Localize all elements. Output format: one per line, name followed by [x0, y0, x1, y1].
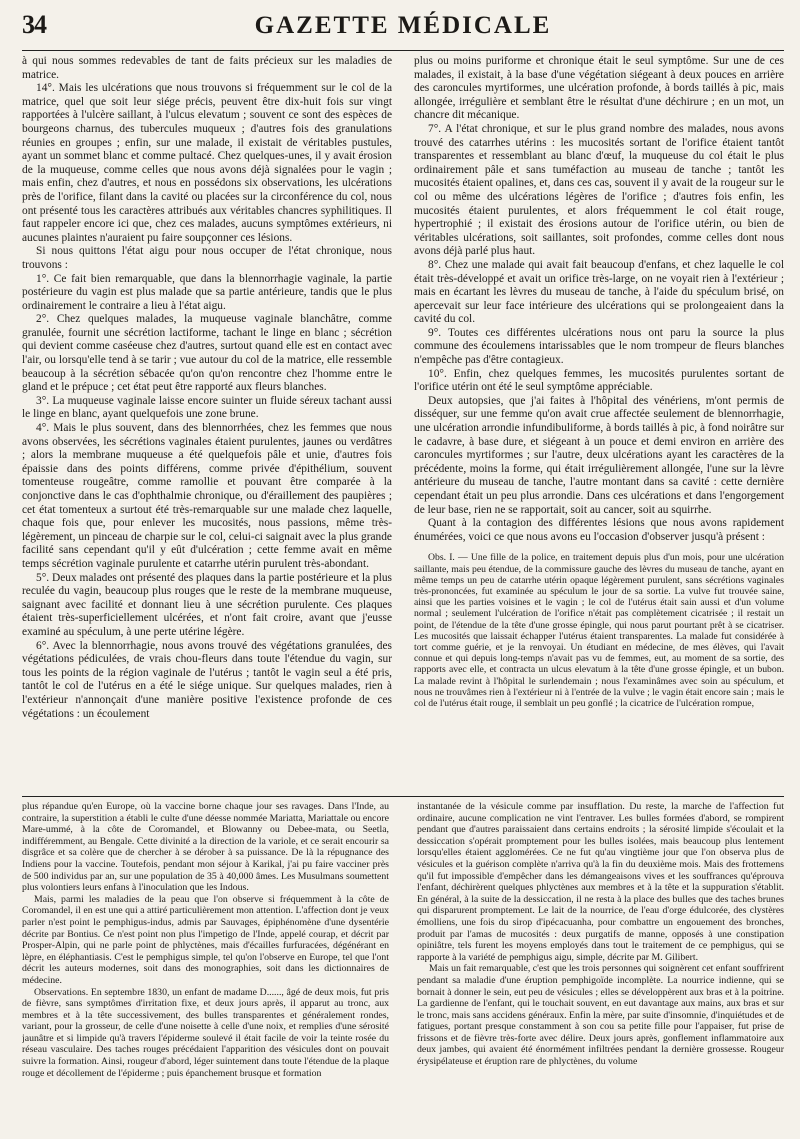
section-divider	[22, 796, 784, 797]
right-column	[414, 55, 784, 790]
upper-section	[22, 55, 784, 790]
paragraph: 2°. Chez quelques malades, la muqueuse vaginale blanchâtre, comme granulée, fournit une sécrétion lactiforme, tachant le linge en blanc ; sécrétion qui devient comme caséeuse chez d'autres, surtout quand elle est en contact avec l'air, ou lorsqu'elle tend à se tarir ; vue autour du col de la matrice, elle ressemble beaucoup à la sécrétion sébacée qu'on qu'on rencontre chez l'homme entre le gland et le prépuce ; cet état peut être rapporté aux fleurs blanches.	[22, 313, 392, 394]
lower-right-column	[417, 801, 784, 1119]
paragraph: 7°. A l'état chronique, et sur le plus grand nombre des malades, nous avons trouvé des catarrhes utérins : les mucosités sortant de l'orifice étaient tantôt transparentes et ressemblant au blanc d'œuf, la muqueuse du col était le plus ordinairement pâle et sans tuméfaction au museau de tanche ; tantôt les mucosités étaient opalines, et, dans ces cas, souvent il y avait de la rougeur sur le col ou même des ulcérations légères de l'orifice ; d'autres fois enfin, les mucosités étaient purulentes, et alors fréquemment le col était rouge, hypertrophié ; il existait des érosions autour de l'orifice utérin, ou bien de véritables ulcérations, soit saillantes, soit profondes, comme celles dont nous avons déjà parlé plus haut.	[414, 122, 784, 258]
page-header	[22, 8, 784, 51]
paragraph: 5°. Deux malades ont présenté des plaques dans la partie postérieure et la plus reculée du vagin, beaucoup plus rouges que le reste de la membrane muqueuse, saignant avec facilité et donnant lieu à une sécrétion purulente. Ces plaques étaient très-superficiellement ulcérées, et n'ont fait croire, avant que j'eusse examiné au spéculum, à une perte utérine légère.	[22, 571, 392, 638]
paragraph: 8°. Chez une malade qui avait fait beaucoup d'enfans, et chez laquelle le col était très-développé et avait un orifice très-large, on ne voyait rien à l'extérieur ; mais en écartant les lèvres du museau de tanche, à l'aide du spéculum brisé, on apercevait sur leur face intérieure des ulcérations qui se prolongeaient dans la cavité du col.	[414, 258, 784, 326]
paragraph: Mais un fait remarquable, c'est que les trois personnes qui soignèrent cet enfant souffrirent pendant sa maladie d'une éruption pemphigoïde incomplète. La nourrice indienne, qui se bornait à donner le sein, eut peu de vésicules ; elles se développèrent aux bras et à la poitrine. La gardienne de l'enfant, qui le touchait souvent, en eut davantage aux mains, aux bras et sur le tronc, mais sans accidens généraux. Enfin la mère, par suite d'insomnie, d'inquiétudes et de fatigues, portant presque constamment à son cou sa petite fille pour l'appaiser, fut prise de frissons et de fièvre très-forte avec délire. Deux jours après, gonflement inflammatoire aux deux jambes, qui avaient été énormément infiltrées pendant la dernière grossesse. Rougeur érysipélateuse et éruption rare de phlyctènes, du volume	[417, 963, 784, 1068]
paragraph: 4°. Mais le plus souvent, dans des blennorrhées, chez les femmes que nous avons observées, les sécrétions vaginales étaient purulentes, jaunes ou verdâtres ; alors la membrane muqueuse a été quelquefois pâle et unie, d'autres fois épaissie dans des points différens, comme privée d'épithélium, souvent tomenteuse rougeâtre, comme ramollie et pouvant être comparée à la conjonctive dans le cas d'ophthalmie chronique, ou d'éraillement des paupières ; cet état tomenteux a surtout été très-remarquable sur une malade chez laquelle, chaque fois que, pour enlever les mucosités, nous passions, même très-légèrement, un pinceau de charpie sur le col, celui-ci saignait avec la plus grande facilité sans cependant qu'il y eût d'ulcération ; cette femme avait en même temps sécrétion vaginale purulente et catarrhe utérin purulent très-abondant.	[22, 422, 392, 570]
paragraph: 1°. Ce fait bien remarquable, que dans la blennorrhagie vaginale, la partie postérieure du vagin est plus malade que sa partie antérieure, tandis que le plus ordinairement le contraire a lieu à l'état aigu.	[22, 272, 392, 312]
paragraph: Observations. En septembre 1830, un enfant de madame D......, âgé de deux mois, fut pris de fièvre, sans symptômes d'irritation fixe, et deux jours après, il apparut au tronc, aux membres et à la tête successivement, des bulles transparentes et généralement rondes, variant, pour la grosseur, de celle d'une noisette à celle d'une noix, et remplies d'une sérosité jaunâtre et si limpide qu'à travers l'épiderme soulevé il était facile de voir la teinte rosée du réseau vasculaire. Des taches rouges précédaient l'apparition des vésicules dont on pouvait suivre la formation. Ainsi, rougeur d'abord, léger suintement dans toute l'étendue de la plaque rouge et décollement de l'épiderme ; puis épanchement brusque et formation	[22, 986, 389, 1079]
paragraph: plus répandue qu'en Europe, où la vaccine borne chaque jour ses ravages. Dans l'Inde, au contraire, la superstition a établi le culte d'une déesse nommée Mariatta, Mariattale ou encore Mare-ummé, à la côte de Coromandel, et Blowanny ou Debee-mata, ou Seetla, indifféremment, au Bengale. Cette divinité a la direction de la variole, et ce serait encourir sa disgrâce et sa colère que de chercher à se dérober à sa puissance. De là la répugnance des Indiens pour la vaccine. Toutefois, pendant mon séjour à Karikal, j'ai pu faire vacciner près de 500 individus par an, sur une population de 35 à 40,000 âmes. Les Musulmans soumettent plus volontiers leurs enfans à l'inoculation que les Indous.	[22, 801, 389, 894]
lower-section	[22, 801, 784, 1119]
paragraph: Mais, parmi les maladies de la peau que l'on observe si fréquemment à la côte de Coromandel, il en est une qui a attiré particulièrement mon attention. L'affection dont je veux parler n'est point le pemphigus-indus, admis par Sauvages, épiphénomène d'une dysentérie décrite par Bontius. Ce n'est point non plus l'impetigo de l'Inde, appelé courap, et décrit par Prosper-Alpin, qui ne parle point de phlyctènes, mais d'écailles furfuracées, dégénérant en lèpre, en éléphantiasis. C'est le pemphigus simple, tel qu'on l'observe en Europe, tel que l'ont décrit les auteurs modernes, soit dans des monographies, soit dans les dictionnaires de médecine.	[22, 893, 389, 986]
lower-left-column	[22, 801, 389, 1119]
paragraph: plus ou moins puriforme et chronique était le seul symptôme. Sur une de ces malades, il existait, à la base d'une végétation siégeant à deux pouces en arrière des caroncules myrtiformes, une ulcération profonde, à bords taillés à pic, mais allongée, irrégulière et semblant être le résultat d'une déchirure ; en un mot, un chancre dit mécanique.	[414, 55, 784, 122]
paragraph: Quant à la contagion des différentes lésions que nous avons rapidement énumérées, voici ce que nous avons eu l'occasion d'observer jusqu'à présent :	[414, 517, 784, 543]
paragraph: 9°. Toutes ces différentes ulcérations nous ont paru la source la plus commune des écoulemens intarissables que le nom trompeur de fleurs blanches n'empêche pas d'être contagieux.	[414, 326, 784, 367]
paragraph: instantanée de la vésicule comme par insufflation. Du reste, la marche de l'affection fut ordinaire, aucune complication ne vint l'entraver. Les bulles formées d'abord, se rompirent pendant que d'autres paraissaient dans certains endroits ; la sérosité limpide s'écoulait et la dessiccation s'opérait promptement pour les bulles isolées, mais beaucoup plus lentement lorsqu'elles étaient agglomérées. Ce ne fut qu'au vingtième jour que l'on observa plus de vésicules et la guérison complète n'arriva qu'à la fin du deuxième mois. Mais des frottemens qu'il fut impossible d'empêcher dans les démangeaisons vives et les souffrances qu'éprouva l'enfant, déchirèrent quelques phlyctènes aux membres et à la tête et la suppuration s'établit. En général, à la suite de la dessiccation, il ne resta à la place des bulles que des taches brunes qui disparurent promptement. Le lait de la nourrice, de l'eau d'orge édulcorée, des clystères émolliens, une fois du sirop d'ipécacuanha, pour combattre un engouement des bronches, produit par l'amas de mucosités : deux purgatifs de manne, opposés à une constipation opiniâtre, tels furent les moyens employés dans tout le traitement de ce pemphigus, qui se rapporte à la variété de pemphigus aigu, simple, décrite par M. Gilibert.	[417, 801, 784, 963]
left-column	[22, 55, 392, 790]
paragraph: Si nous quittons l'état aigu pour nous occuper de l'état chronique, nous trouvons :	[22, 245, 392, 271]
paragraph: Deux autopsies, que j'ai faites à l'hôpital des vénériens, m'ont permis de disséquer, sur une femme qu'on avait crue affectée seulement de blennorrhagie, une ulcération arrondie infundibuliforme, à bords taillés à pic, à fond noirâtre sur le cadavre, à base dure, et siégeant à un pouce et demi environ en arrière des caroncules myrtiformes ; sur l'autre, deux ulcérations ayant les caractères de la précédente, moins la forme, qui était irrégulièrement allongée, l'une sur la lèvre antérieure du museau de tanche, l'autre montant dans sa cavité : cette dernière cependant était un peu plus arrondie. Dans ces ulcérations et dans l'engorgement de leur base, rien ne se rapportait, soit au cancer, soit au squirrhe.	[414, 394, 784, 516]
journal-title: GAZETTE MÉDICALE	[254, 12, 552, 39]
paragraph: 3°. La muqueuse vaginale laisse encore suinter un fluide séreux tachant aussi le linge en blanc, ayant quelquefois une zone brune.	[22, 394, 392, 421]
paragraph: 14°. Mais les ulcérations que nous trouvons si fréquemment sur le col de la matrice, quel que soit leur siége précis, peuvent être dix-huit fois sur vingt rapportées à l'ulcère saillant, à l'ulcus elevatum ; souvent ce sont des espèces de bourgeons charnus, des tubercules muqueux ; d'autres fois des granulations réunies en groupes ; enfin, sur une malade, il existait de véritables pustules, ayant un sommet blanc et comme pultacé. Chez quelques-unes, il y avait érosion de la muqueuse, comme celles que nous avons déjà signalées pour le vagin ; mais enfin, chez d'autres, et nous en possédons six observations, les ulcérations près de l'orifice, filant dans la cavité ou placées sur la circonférence du col, nous ont présenté tous les caractères attribués aux véritables chancres syphilitiques. Il faut rappeler encore ici que, chez ces malades, aucuns symptômes extérieurs, ni aucunes plaintes n'auraient pu faire soupçonner ces lésions.	[22, 82, 392, 244]
paragraph: à qui nous sommes redevables de tant de faits précieux sur les maladies de matrice.	[22, 55, 392, 81]
observation-paragraph: Obs. I. — Une fille de la police, en traitement depuis plus d'un mois, pour une ulcération saillante, mais peu étendue, de la commissure gauche des lèvres du museau de tanche, ayant en même temps un peu de catarrhe utérin opaque légèrement purulent, sans sécrétions vaginales très-prononcées, fut examinée au spéculum le jour de sa sortie. La vulve fut trouvée saine, ainsi que les parties voisines et le vagin ; le col de l'utérus était sain aussi et d'un volume normal ; seulement l'ulcération de l'orifice n'était pas complètement cicatrisée ; il restait un point, de l'étendue de la tête d'une grosse épingle, qui nous parut pourtant prêt à se cicatriser. Les mucosités que laissait échapper l'utérus étaient transparentes. La malade fut considérée à tort comme guérie, et je la renvoyai. Un étudiant en médecine, de mes élèves, qui l'avait connue et qui depuis long-temps n'avait pas vu de femmes, eut, au moment de sa sortie, des rapports avec elle, et contracta un ulcus elevatum à la tête d'une grosse épingle, et un bubon. La malade revint à l'hôpital le surlendemain ; nous l'examinâmes avec soin au spéculum, et nous ne trouvâmes rien à l'extérieur ni à l'entrée de la vulve ; le vagin était encore sain ; mais le col de l'utérus était rouge, il semblait un peu gonflé ; la cicatrice de l'ulcération rompue,	[414, 552, 784, 710]
paragraph: 6°. Avec la blennorrhagie, nous avons trouvé des végétations granulées, des végétations pédiculées, de vrais chou-fleurs dans toute l'étendue du vagin, sur tous les points de la région vaginale de l'utérus ; tantôt le vagin seul a été pris, tantôt le col de l'utérus en a été le siége unique. Sur quelques malades, rien à l'extérieur n'annonçait d'une manière positive l'existence profonde de ces végétations : un écoulement	[22, 639, 392, 720]
page-number: 34	[22, 10, 46, 39]
paragraph: 10°. Enfin, chez quelques femmes, les mucosités purulentes sortant de l'orifice utérin ont été le seul symptôme appréciable.	[414, 367, 784, 394]
